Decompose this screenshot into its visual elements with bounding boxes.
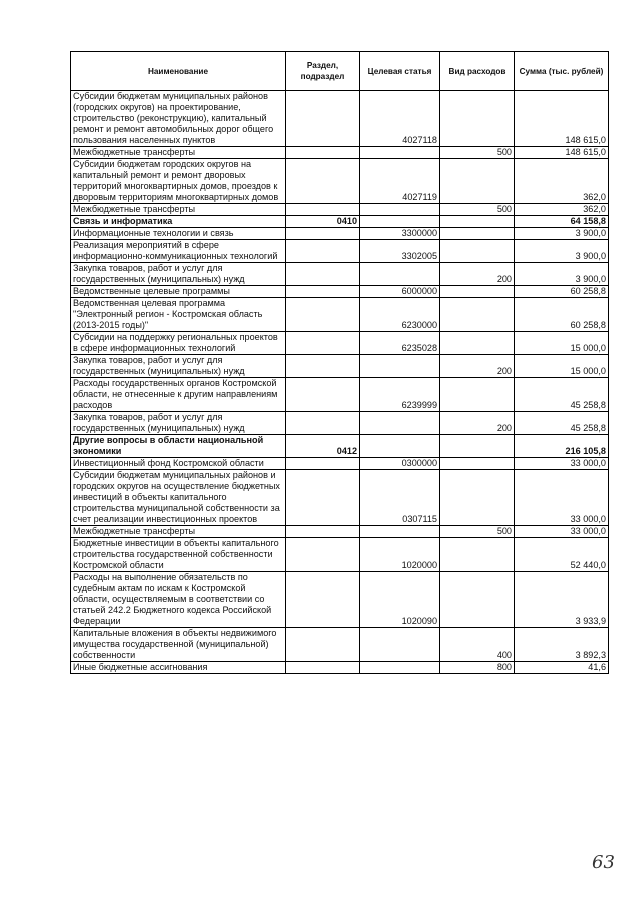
- cell-section: [286, 628, 360, 662]
- cell-name: Ведомственные целевые программы: [71, 286, 286, 298]
- cell-amount: 41,6: [515, 662, 609, 674]
- table-row: [71, 286, 609, 298]
- cell-section: [286, 332, 360, 355]
- cell-article: [360, 412, 440, 435]
- table-row: [71, 435, 609, 458]
- table-row: [71, 298, 609, 332]
- cell-amount: 148 615,0: [515, 91, 609, 147]
- cell-expense-type: [440, 298, 515, 332]
- cell-expense-type: 500: [440, 147, 515, 159]
- cell-name: Субсидии бюджетам муниципальных районов (городских округов) на проектирование, строительство (реконструкцию), капитальный ремонт и ремонт автомобильных дорог общего пользования населенных пунктов: [71, 91, 286, 147]
- cell-amount: 148 615,0: [515, 147, 609, 159]
- cell-section: [286, 204, 360, 216]
- cell-amount: 3 900,0: [515, 228, 609, 240]
- cell-section: [286, 147, 360, 159]
- cell-amount: 15 000,0: [515, 332, 609, 355]
- cell-amount: 3 933,9: [515, 572, 609, 628]
- table-row: [71, 240, 609, 263]
- table-row: [71, 458, 609, 470]
- table-row: [71, 572, 609, 628]
- cell-amount: 64 158,8: [515, 216, 609, 228]
- cell-section: [286, 526, 360, 538]
- cell-section: [286, 378, 360, 412]
- cell-section: [286, 298, 360, 332]
- cell-amount: 216 105,8: [515, 435, 609, 458]
- cell-amount: 362,0: [515, 204, 609, 216]
- cell-amount: 3 900,0: [515, 263, 609, 286]
- cell-article: 6239999: [360, 378, 440, 412]
- cell-expense-type: [440, 91, 515, 147]
- cell-section: [286, 159, 360, 204]
- table-row: [71, 628, 609, 662]
- cell-article: 6230000: [360, 298, 440, 332]
- cell-expense-type: 800: [440, 662, 515, 674]
- table-row: [71, 228, 609, 240]
- cell-name: Другие вопросы в области национальной экономики: [71, 435, 286, 458]
- cell-expense-type: 200: [440, 412, 515, 435]
- cell-expense-type: [440, 458, 515, 470]
- cell-section: [286, 355, 360, 378]
- header-amount: Сумма (тыс. рублей): [515, 52, 609, 91]
- table-row: [71, 538, 609, 572]
- cell-name: Расходы на выполнение обязательств по судебным актам по искам к Костромской области, осуществляемым в соответствии со статьей 242.2 Бюджетного кодекса Российской Федерации: [71, 572, 286, 628]
- cell-name: Бюджетные инвестиции в объекты капитального строительства государственной собственности Костромской области: [71, 538, 286, 572]
- cell-article: [360, 204, 440, 216]
- cell-article: 0300000: [360, 458, 440, 470]
- cell-expense-type: [440, 332, 515, 355]
- cell-expense-type: [440, 538, 515, 572]
- table-row: [71, 147, 609, 159]
- cell-section: [286, 240, 360, 263]
- table-row: [71, 332, 609, 355]
- cell-name: Реализация мероприятий в сфере информационно-коммуникационных технологий: [71, 240, 286, 263]
- cell-name: Информационные технологии и связь: [71, 228, 286, 240]
- cell-amount: 15 000,0: [515, 355, 609, 378]
- table-row: [71, 216, 609, 228]
- table-row: [71, 159, 609, 204]
- cell-amount: 45 258,8: [515, 378, 609, 412]
- cell-name: Закупка товаров, работ и услуг для государственных (муниципальных) нужд: [71, 263, 286, 286]
- budget-table: [70, 51, 609, 674]
- page-number: 63: [592, 852, 615, 873]
- cell-name: Расходы государственных органов Костромской области, не отнесенные к другим направлениям расходов: [71, 378, 286, 412]
- cell-amount: 3 892,3: [515, 628, 609, 662]
- table-row: [71, 91, 609, 147]
- cell-expense-type: [440, 228, 515, 240]
- cell-expense-type: 200: [440, 263, 515, 286]
- header-section: Раздел, подраздел: [286, 52, 360, 91]
- cell-amount: 33 000,0: [515, 470, 609, 526]
- table-row: [71, 204, 609, 216]
- cell-name: Инвестиционный фонд Костромской области: [71, 458, 286, 470]
- cell-article: 4027119: [360, 159, 440, 204]
- cell-amount: 362,0: [515, 159, 609, 204]
- cell-expense-type: [440, 378, 515, 412]
- cell-expense-type: [440, 572, 515, 628]
- cell-expense-type: [440, 240, 515, 263]
- table-row: [71, 378, 609, 412]
- cell-section: [286, 91, 360, 147]
- cell-expense-type: [440, 435, 515, 458]
- cell-name: Связь и информатика: [71, 216, 286, 228]
- cell-section: [286, 662, 360, 674]
- cell-article: [360, 355, 440, 378]
- cell-amount: 60 258,8: [515, 286, 609, 298]
- cell-name: Межбюджетные трансферты: [71, 147, 286, 159]
- cell-expense-type: [440, 286, 515, 298]
- table-header-row: [71, 52, 609, 91]
- cell-section: 0412: [286, 435, 360, 458]
- cell-amount: 33 000,0: [515, 458, 609, 470]
- cell-article: 1020090: [360, 572, 440, 628]
- cell-expense-type: 400: [440, 628, 515, 662]
- cell-amount: 60 258,8: [515, 298, 609, 332]
- cell-expense-type: [440, 470, 515, 526]
- cell-section: [286, 470, 360, 526]
- cell-article: [360, 216, 440, 228]
- cell-article: [360, 263, 440, 286]
- cell-name: Капитальные вложения в объекты недвижимого имущества государственной (муниципальной) собственности: [71, 628, 286, 662]
- table-row: [71, 412, 609, 435]
- cell-section: [286, 286, 360, 298]
- cell-name: Закупка товаров, работ и услуг для государственных (муниципальных) нужд: [71, 412, 286, 435]
- cell-article: [360, 526, 440, 538]
- cell-amount: 33 000,0: [515, 526, 609, 538]
- cell-expense-type: [440, 216, 515, 228]
- cell-section: [286, 228, 360, 240]
- table-body: [71, 91, 609, 674]
- cell-name: Ведомственная целевая программа "Электронный регион - Костромская область (2013-2015 годы)": [71, 298, 286, 332]
- cell-amount: 45 258,8: [515, 412, 609, 435]
- cell-section: [286, 572, 360, 628]
- cell-article: [360, 628, 440, 662]
- cell-article: 3302005: [360, 240, 440, 263]
- cell-amount: 3 900,0: [515, 240, 609, 263]
- table-row: [71, 355, 609, 378]
- cell-name: Межбюджетные трансферты: [71, 204, 286, 216]
- cell-expense-type: [440, 159, 515, 204]
- cell-section: [286, 458, 360, 470]
- cell-section: [286, 538, 360, 572]
- cell-article: 1020000: [360, 538, 440, 572]
- cell-name: Субсидии бюджетам городских округов на капитальный ремонт и ремонт дворовых территорий многоквартирных домов, проездов к дворовым территориям многоквартирных домов: [71, 159, 286, 204]
- cell-amount: 52 440,0: [515, 538, 609, 572]
- cell-expense-type: 500: [440, 526, 515, 538]
- cell-expense-type: 200: [440, 355, 515, 378]
- header-article: Целевая статья: [360, 52, 440, 91]
- cell-section: [286, 263, 360, 286]
- cell-article: 0307115: [360, 470, 440, 526]
- table-row: [71, 662, 609, 674]
- table-row: [71, 526, 609, 538]
- header-expense-type: Вид расходов: [440, 52, 515, 91]
- cell-article: [360, 147, 440, 159]
- cell-name: Субсидии бюджетам муниципальных районов и городских округов на осуществление бюджетных инвестиций в объекты капитального строительства муниципальной собственности за счет реализации инвестиционных проектов: [71, 470, 286, 526]
- cell-article: 4027118: [360, 91, 440, 147]
- cell-article: [360, 435, 440, 458]
- cell-article: 6235028: [360, 332, 440, 355]
- cell-article: [360, 662, 440, 674]
- cell-article: 3300000: [360, 228, 440, 240]
- cell-name: Субсидии на поддержку региональных проектов в сфере информационных технологий: [71, 332, 286, 355]
- cell-expense-type: 500: [440, 204, 515, 216]
- table-row: [71, 470, 609, 526]
- cell-section: [286, 412, 360, 435]
- cell-name: Закупка товаров, работ и услуг для государственных (муниципальных) нужд: [71, 355, 286, 378]
- table-row: [71, 263, 609, 286]
- cell-name: Межбюджетные трансферты: [71, 526, 286, 538]
- cell-section: 0410: [286, 216, 360, 228]
- header-name: Наименование: [71, 52, 286, 91]
- cell-name: Иные бюджетные ассигнования: [71, 662, 286, 674]
- cell-article: 6000000: [360, 286, 440, 298]
